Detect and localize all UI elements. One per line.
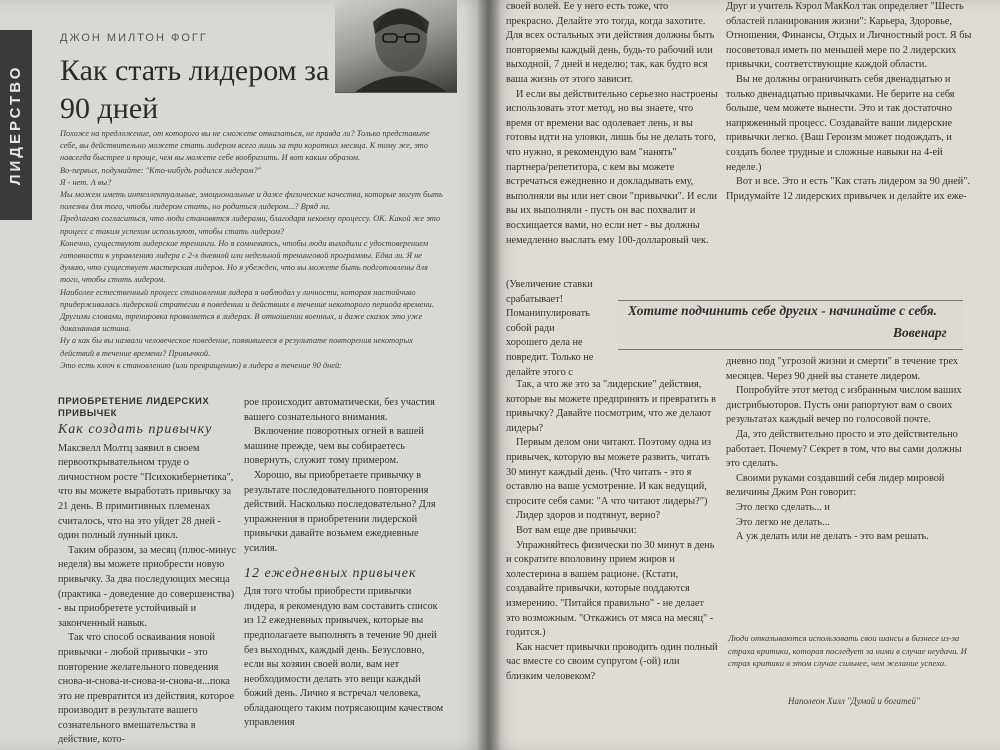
intro-paragraph: Конечно, существуют лидерские тренинги. Но я сомневаюсь, чтобы люди выходили с удостоверением готовности к управлению лидера с 2-х дневной или недельной тренинговой программы. Едва ли. Я не думаю, что существует мастерская лидеров. Но я убежден, что вы можете быть подготовлены для того, чтобы стать лидером.	[60, 238, 429, 285]
intro-paragraph: Наиболее естественный процесс становления лидера я наблюдал у личности, которая настойчиво придерживалась лидерской стратегии в поведении и действиях в течение некоторого периода времени. Другими словами, тренировка проявляется в лидерах. В отношении военных, и даже сказок это уже доказанная истина.	[60, 287, 434, 334]
body-paragraph: Упражняйтесь физически по 30 минут в день и сократите вполовину прием жиров и холестерина в вашем рационе. (Кстати, создавайте привычки, которые поддаются измерению. "Питайся правильно" - не делает это возможным. "Откажись от мяса на месяц" - годится.)	[506, 539, 715, 639]
body-paragraph: Хорошо, вы приобретаете привычку в результате последовательного повторения действий. Насколько последовательно? Для упражнения в приобретении лидерской привычки давайте возьмем ежедневные усилия.	[244, 469, 436, 554]
right-column-2	[726, 0, 976, 292]
left-column-1	[58, 396, 236, 748]
intro-paragraph: Похоже на предложение, от которого вы не сможете отказаться, не правда ли? Только представьте себе, вы действительно можете стать лидером всего лишь за три коротких месяца. К тому же, это навсегда быстрее и проще, чем вы можете себе вообразить. И вот каким образом.	[60, 129, 430, 163]
body-paragraph: Лидер здоров и подтянут, верно?	[516, 510, 661, 522]
body-paragraph: рое происходит автоматически, без участия вашего сознательного внимания.	[244, 397, 435, 423]
body-paragraph: Друг и учитель Кэрол МакКол так определяет "Шесть областей планирования жизни": Карьера, Здоровье, Отношения, Финансы, Отдых и Личностный рост. Я бы посоветовал иметь по меньшей мере по 2 лидерских привычки, соответствующие каждой области.	[726, 1, 972, 71]
author-portrait-icon	[335, 0, 457, 92]
body-paragraph: Это легко не делать...	[736, 516, 830, 528]
body-paragraph: своей волей. Ее у него есть тоже, что прекрасно. Делайте это тогда, когда захотите. Для всех остальных эти действия должны быть повторяемы каждый день, будь-то рабочий или выходной, 7 дней в неделю; так, как будто вся ваша жизнь от этого зависит.	[506, 1, 715, 85]
subheading-12-habits: 12 ежедневных привычек	[244, 565, 417, 581]
article-author: ДЖОН МИЛТОН ФОГГ	[60, 32, 208, 44]
pull-quote-author: Вовенарг	[893, 325, 947, 340]
body-paragraph: Вот вам еще две привычки:	[516, 524, 637, 536]
body-paragraph: Вот и все. Это и есть "Как стать лидером за 90 дней". Придумайте 12 лидерских привычек и делайте их еже-	[726, 176, 971, 202]
intro-paragraph: Я - нет. А вы?	[60, 177, 112, 187]
right-page	[488, 0, 1000, 750]
body-paragraph: Так что способ осваивания новой привычки - любой привычки - это повторение желательного поведения снова-и-снова-и-снова-и-снова-и...пока это не превратится из действия, которое производит в результате вашего сознательного вмешательства в действие, кото-	[58, 632, 235, 746]
article-title: Как стать лидером за 90 дней	[60, 54, 330, 125]
closing-quote-signature: Наполеон Хилл "Думай и богатей"	[788, 696, 920, 706]
intro-paragraph: Мы можем иметь интеллектуальные, эмоциональные и даже физические качества, которые могут быть полезны для того, чтобы лидером стать, но родиться лидером...? Вряд ли.	[60, 190, 443, 212]
left-column-2	[244, 396, 444, 731]
closing-quote-text: Люди отказываются использовать свои шансы в бизнесе из-за страха критики, которая последует за ними в случае неудачи. И страх критики в этом случае сильнее, чем желание успеха.	[728, 633, 967, 668]
body-paragraph: Так, а что же это за "лидерские" действия, которые вы можете предпринять и превратить в привычку? Давайте посмотрим, что же делают лидеры?	[506, 379, 716, 434]
author-photo	[335, 0, 457, 93]
closing-quote	[728, 632, 978, 670]
body-paragraph: А уж делать или не делать - это вам решать.	[736, 531, 929, 543]
body-paragraph: Своими руками создавший себя лидер мировой величины Джим Рон говорит:	[726, 472, 945, 499]
body-paragraph: Как насчет привычки проводить один полный час вместе со своим супругом (-ой) или близким человеком?	[506, 641, 718, 682]
right-column-2-continued	[726, 355, 976, 627]
body-paragraph: Максвелл Молтц заявил в своем первооткрывательном труде о личностном росте "Психокибернетика", что вы можете выработать привычку за 21 день. В примитивных племенах считалось, что на это уйдет 28 дней - один полный лунный цикл.	[58, 442, 234, 542]
section-heading: ПРИОБРЕТЕНИЕ ЛИДЕРСКИХ ПРИВЫЧЕК	[58, 396, 210, 419]
body-paragraph: Да, это действительно просто и это действительно работает. Почему? Секрет в том, что вы сами должны это сделать.	[726, 428, 962, 470]
right-column-1-continued	[506, 378, 718, 750]
body-paragraph: Это легко сделать... и	[736, 501, 830, 513]
body-paragraph: Попробуйте этот метод с избранным числом ваших дистрибьюторов. Пусть они рапортуют вам о своих результатах каждый вечер по голосовой почте.	[726, 385, 962, 426]
pull-quote-text: Хотите подчинить себе других - начинайте с себя.	[628, 303, 937, 318]
subheading-create-habit: Как создать привычку	[58, 422, 213, 437]
body-paragraph: (Увеличение ставки срабатывает! Поманипулировать собой ради хорошего дела не повредит. Только не делайте этого с	[506, 279, 594, 378]
body-paragraph: Таким образом, за месяц (плюс-минус неделя) вы можете приобрести новую привычку. За два последующих месяца (практика - доведение до совершенства) - вы приобретете устойчивый и законченный навык.	[58, 544, 236, 629]
section-tab: ЛИДЕРСТВО	[0, 30, 32, 220]
body-paragraph: дневно под "угрозой жизни и смерти" в течение трех месяцев. Через 90 дней вы станете лидером.	[726, 356, 959, 382]
left-page	[0, 0, 488, 750]
intro-paragraph: Ну а как бы вы назвали человеческое поведение, появившееся в результате повторения некоторых действий в течение времени? Привычкой.	[60, 336, 413, 358]
intro-paragraph: Во-первых, подумайте: "Кто-нибудь родился лидером?"	[60, 165, 262, 175]
intro-block	[60, 128, 444, 372]
right-column-1	[506, 0, 718, 292]
body-paragraph: Вы не должны ограничивать себя двенадцатью и только двенадцатью привычками. Не берите на себя больше, чем можете вынести. Это и так достаточно напряженный процесс. Создавайте ваши лидерские привычки легко. (Ваш Героизм может подождать, и создать более трудные и сложные навыки на 4-ей неделе.)	[726, 73, 955, 173]
intro-paragraph: Предлагаю согласиться, что люди становятся лидерами, благодаря некоему процессу. ОК. Какой же это процесс с таким успехом используют, чтобы стать лидером?	[60, 214, 441, 236]
body-paragraph: И если вы действительно серьезно настроены использовать этот метод, но вы знаете, что время от времени вас одолевает лень, и вы готовы идти на уловки, лишь бы не делать того, что нужно, я рекомендую вам "нанять" партнера/репетитора, с кем вы можете встречаться ежедневно и докладывать ему, выполняли вы или нет свои "привычки". И если вы их выполняли - пусть он вас похвалит и восхищается вами, но если нет - вы должны немедленно выслать ему 100-долларовый чек.	[506, 88, 718, 246]
intro-paragraph: Это есть ключ к становлению (или превращению) в лидера в течение 90 дней:	[60, 360, 342, 370]
right-column-1-aside	[506, 278, 596, 378]
body-paragraph: Первым делом они читают. Поэтому одна из привычек, которую вы можете развить, читать 30 минут каждый день. (Что читать - это я оставлю на ваше усмотрение. И как ведущий, спросите себя сами: "А что читают лидеры?")	[506, 437, 712, 507]
book-spine-shadow	[478, 0, 500, 750]
body-paragraph: Включение поворотных огней в вашей машине прежде, чем вы собираетесь повернуть, служит тому примером.	[244, 426, 424, 467]
body-paragraph: Для того чтобы приобрести привычки лидера, я рекомендую вам составить список из 12 ежедневных привычек, которые вы предполагаете выполнять в течение 90 дней без выходных, каждый день. Безусловно, если вы хозяин своей воли, вам нет необходимости делать это вещи каждый божий день. Лично я встречал человека, обладающего таким потрясающим качеством управления	[244, 586, 444, 729]
